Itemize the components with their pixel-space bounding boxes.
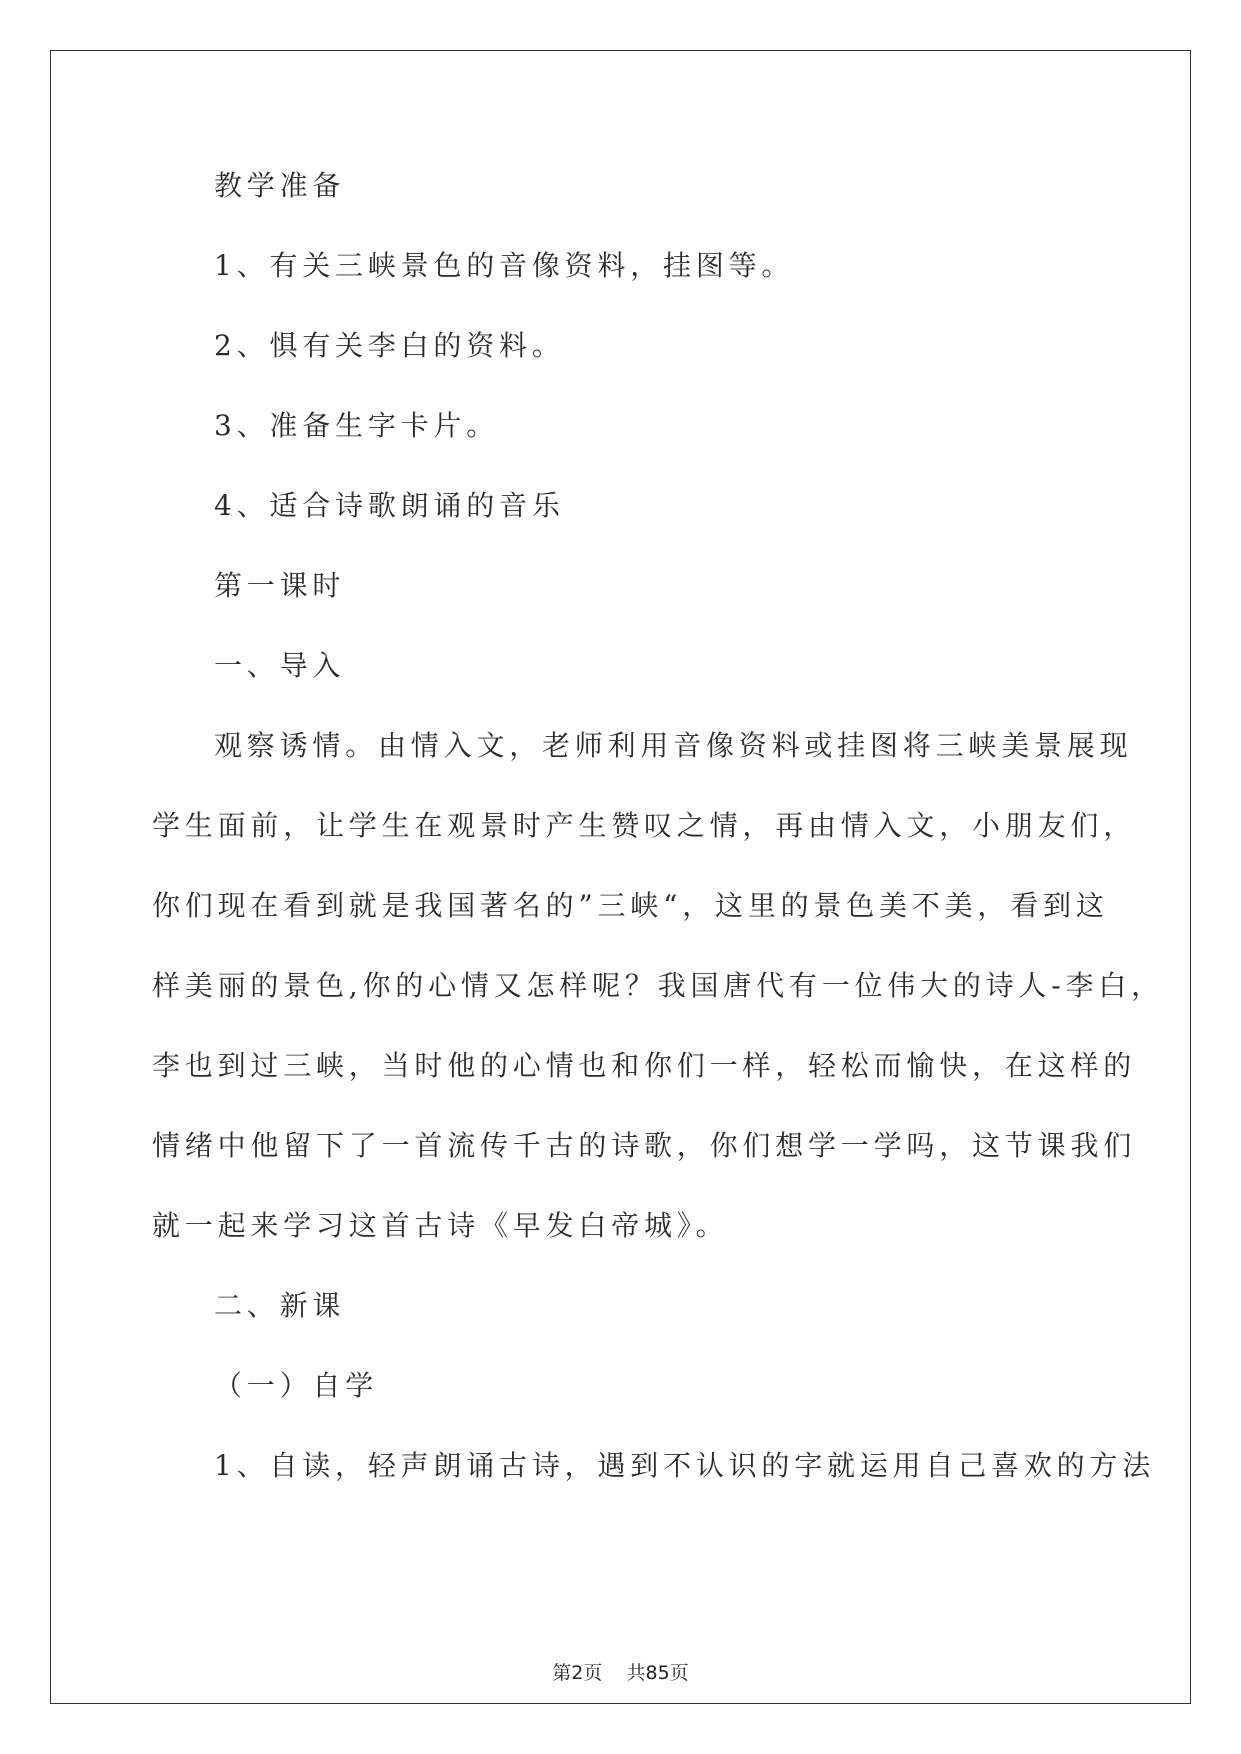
intro-paragraph — [152, 726, 1164, 1286]
section-heading-intro: 一、导入 — [214, 649, 346, 682]
page-footer — [0, 1658, 1241, 1685]
total-prefix: 共 — [626, 1662, 646, 1684]
document-body — [152, 166, 1164, 1526]
paragraph-line: 李也到过三峡，当时他的心情也和你们一样，轻松而愉快，在这样的 — [152, 1049, 1137, 1082]
total-pages: 85 — [645, 1662, 670, 1684]
total-suffix: 页 — [669, 1662, 689, 1684]
section-heading-new-lesson: 二、新课 — [214, 1289, 346, 1322]
paragraph-line: 学生面前，让学生在观景时产生赞叹之情，再由情入文，小朋友们， — [152, 809, 1137, 842]
list-item-3: 3、准备生字卡片。 — [214, 409, 500, 442]
lesson-heading: 第一课时 — [214, 569, 346, 602]
paragraph-line: 情绪中他留下了一首流传千古的诗歌，你们想学一学吗，这节课我们 — [152, 1129, 1137, 1162]
subsection-heading-self-study: （一）自学 — [214, 1369, 379, 1402]
paragraph-line: 就一起来学习这首古诗《早发白帝城》。 — [152, 1209, 729, 1242]
self-study-item-1: 1、自读，轻声朗诵古诗，遇到不认识的字就运用自己喜欢的方法 — [214, 1449, 1156, 1482]
list-item-1: 1、有关三峡景色的音像资料，挂图等。 — [214, 249, 795, 282]
paragraph-line: 样美丽的景色,你的心情又怎样呢？我国唐代有一位伟大的诗人-李白， — [152, 969, 1164, 1002]
paragraph-line: 观察诱情。由情入文，老师利用音像资料或挂图将三峡美景展现 — [214, 729, 1133, 762]
section-heading-preparation: 教学准备 — [214, 169, 346, 202]
page-prefix: 第 — [552, 1662, 572, 1684]
page-number: 2 — [571, 1662, 584, 1684]
list-item-2: 2、惧有关李白的资料。 — [214, 329, 565, 362]
page-suffix: 页 — [583, 1662, 603, 1684]
list-item-4: 4、适合诗歌朗诵的音乐 — [214, 489, 565, 522]
paragraph-line: 你们现在看到就是我国著名的”三峡“，这里的景色美不美，看到这 — [152, 889, 1109, 922]
